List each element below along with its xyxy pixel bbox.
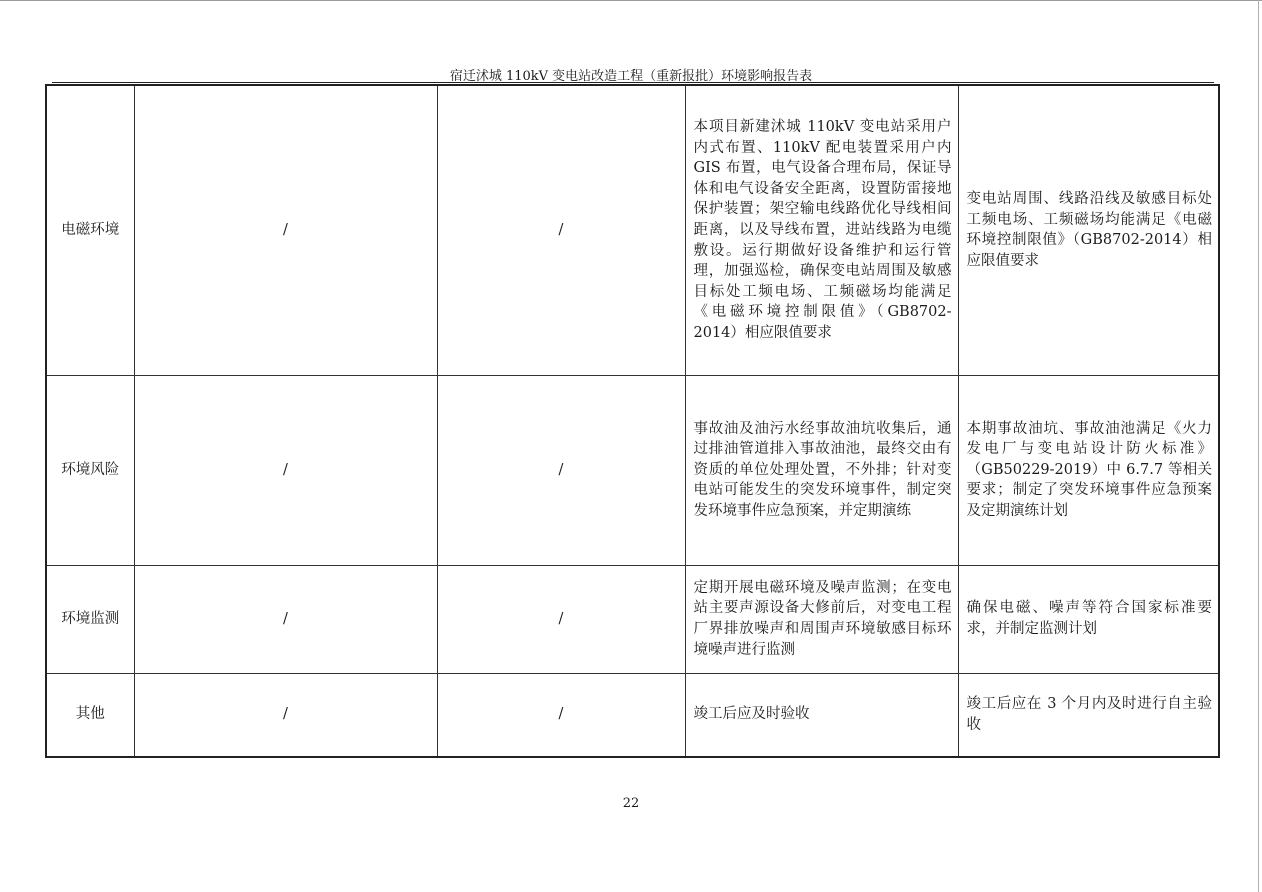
row-category: 其他 — [46, 673, 134, 757]
empty-cell-slash: / — [134, 85, 437, 375]
table-row — [46, 85, 1219, 375]
page-right-border — [1258, 0, 1259, 892]
table-row — [46, 565, 1219, 673]
header-divider — [52, 82, 1214, 83]
table-row — [46, 375, 1219, 565]
empty-cell-slash: / — [437, 565, 685, 673]
measures-cell: 本项目新建沭城 110kV 变电站采用户内式布置、110kV 配电装置采用户内 GIS 布置，电气设备合理布局，保证导体和电气设备安全距离，设置防雷接地保护装置；架空输电线路优化导线相间距离，以及导线布置，进站线路为电缆敷设。运行期做好设备维护和运行管理，加强巡检，确保变电站周围及敏感目标处工频电场、工频磁场均能满足《电磁环境控制限值》（GB8702-2014）相应限值要求 — [685, 85, 958, 375]
page-top-border — [0, 0, 1262, 1]
requirements-cell: 竣工后应在 3 个月内及时进行自主验收 — [958, 673, 1219, 757]
empty-cell-slash: / — [437, 375, 685, 565]
measures-cell: 竣工后应及时验收 — [685, 673, 958, 757]
row-category: 环境监测 — [46, 565, 134, 673]
table-row — [46, 673, 1219, 757]
environmental-measures-table — [45, 84, 1220, 758]
empty-cell-slash: / — [437, 85, 685, 375]
empty-cell-slash: / — [134, 565, 437, 673]
row-category: 环境风险 — [46, 375, 134, 565]
empty-cell-slash: / — [134, 673, 437, 757]
page-number: 22 — [622, 796, 640, 811]
measures-cell: 事故油及油污水经事故油坑收集后，通过排油管道排入事故油池，最终交由有资质的单位处理处置，不外排；针对变电站可能发生的突发环境事件，制定突发环境事件应急预案，并定期演练 — [685, 375, 958, 565]
requirements-cell: 本期事故油坑、事故油池满足《火力发电厂与变电站设计防火标准》（GB50229-2019）中 6.7.7 等相关要求；制定了突发环境事件应急预案及定期演练计划 — [958, 375, 1219, 565]
measures-cell: 定期开展电磁环境及噪声监测；在变电站主要声源设备大修前后，对变电工程厂界排放噪声和周围声环境敏感目标环境噪声进行监测 — [685, 565, 958, 673]
empty-cell-slash: / — [437, 673, 685, 757]
requirements-cell: 变电站周围、线路沿线及敏感目标处工频电场、工频磁场均能满足《电磁环境控制限值》（GB8702-2014）相应限值要求 — [958, 85, 1219, 375]
document-header-title: 宿迁沭城 110kV 变电站改造工程（重新报批）环境影响报告表 — [449, 69, 813, 84]
row-category: 电磁环境 — [46, 85, 134, 375]
empty-cell-slash: / — [134, 375, 437, 565]
requirements-cell: 确保电磁、噪声等符合国家标准要求，并制定监测计划 — [958, 565, 1219, 673]
